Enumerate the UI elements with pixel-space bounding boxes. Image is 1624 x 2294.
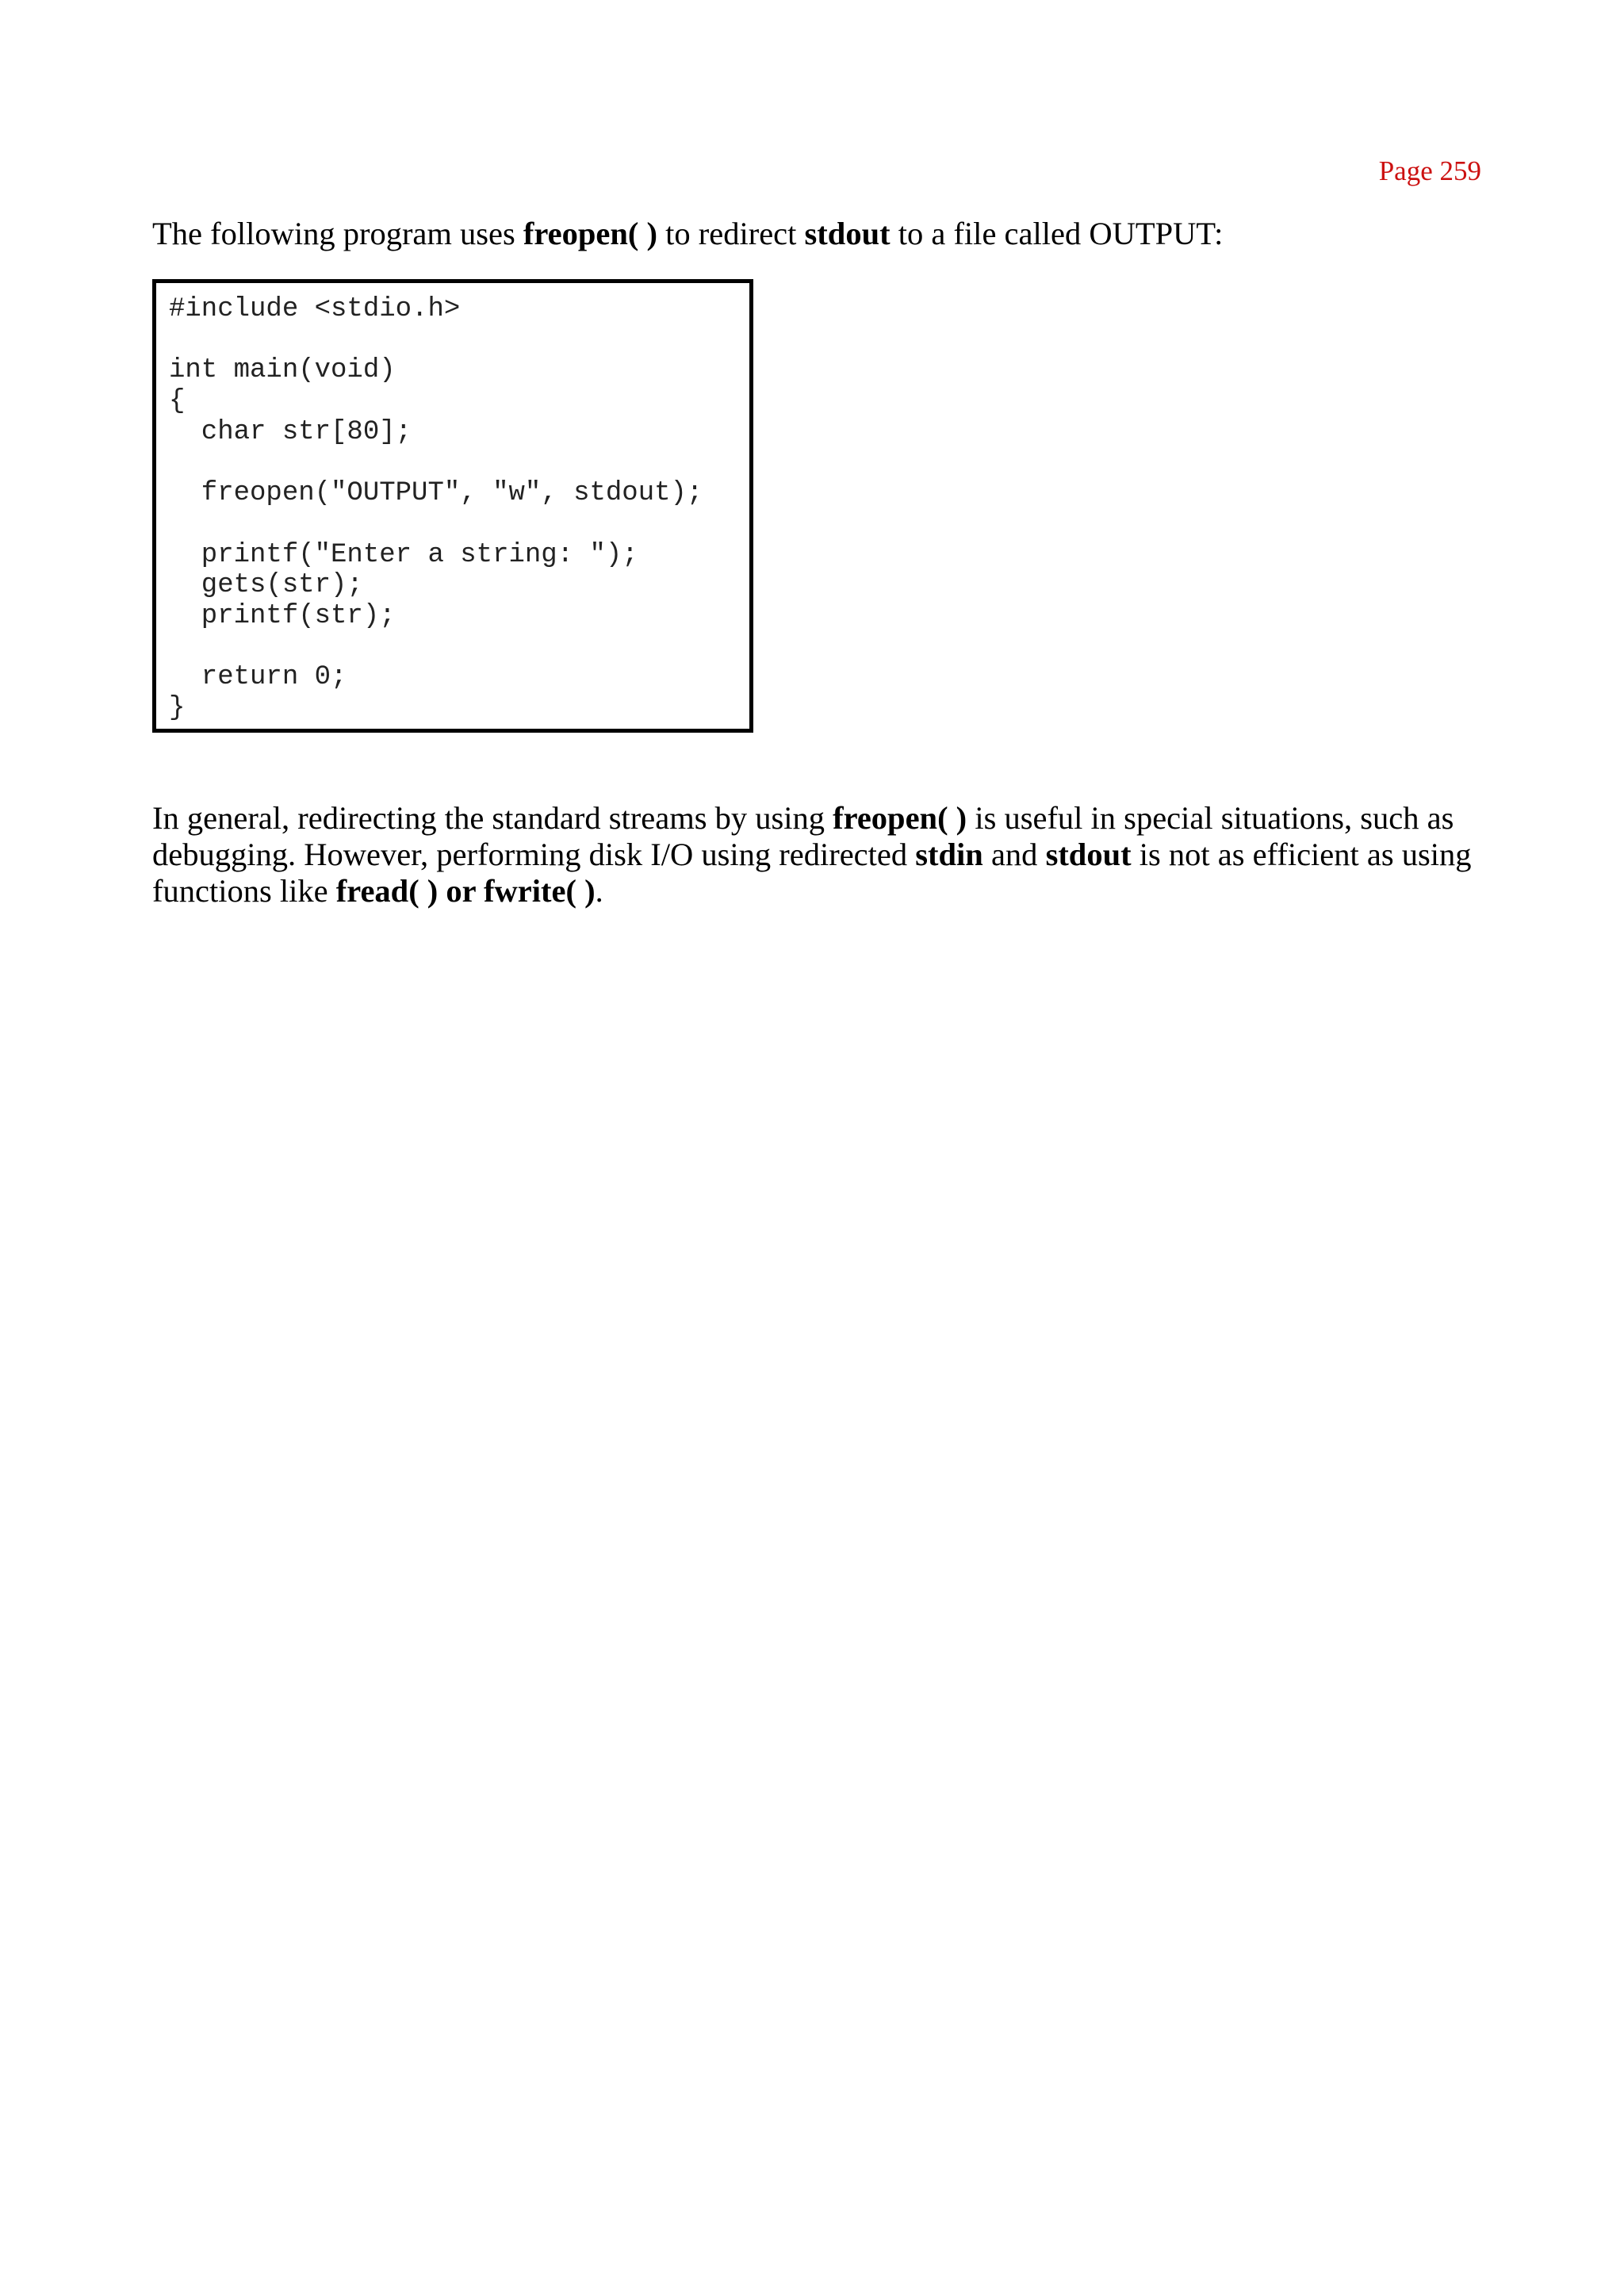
closing-text-5: .: [595, 873, 603, 909]
page-number: Page 259: [1378, 155, 1481, 186]
closing-code-term-stdin: stdin: [915, 837, 983, 872]
intro-code-term-freopen: freopen( ): [523, 216, 657, 251]
closing-paragraph: [152, 800, 1500, 910]
closing-text-2: is useful in special situations, such as debugging. However, performing disk I/O using redirected: [152, 800, 1454, 872]
closing-code-term-fread-fwrite: fread( ) or fwrite( ): [335, 873, 596, 909]
intro-text-3: to a file called OUTPUT:: [890, 216, 1224, 251]
closing-code-term-stdout: stdout: [1045, 837, 1132, 872]
closing-text-3: and: [982, 837, 1046, 872]
closing-text-1: In general, redirecting the standard streams by using: [152, 800, 833, 836]
closing-code-term-freopen: freopen( ): [833, 800, 967, 836]
code-listing-box: [152, 279, 753, 733]
intro-text-2: to redirect: [657, 216, 805, 251]
intro-code-term-stdout: stdout: [804, 216, 891, 251]
code-listing: #include <stdio.h> int main(void) { char str[80]; freopen("OUTPUT", "w", stdout); printf("Enter a string: "); gets(str); printf(str); return 0; }: [169, 294, 703, 724]
intro-text-1: The following program uses: [152, 216, 523, 251]
intro-paragraph: [152, 216, 1500, 252]
closing-text-4: is not as efficient as using functions like: [152, 837, 1472, 909]
